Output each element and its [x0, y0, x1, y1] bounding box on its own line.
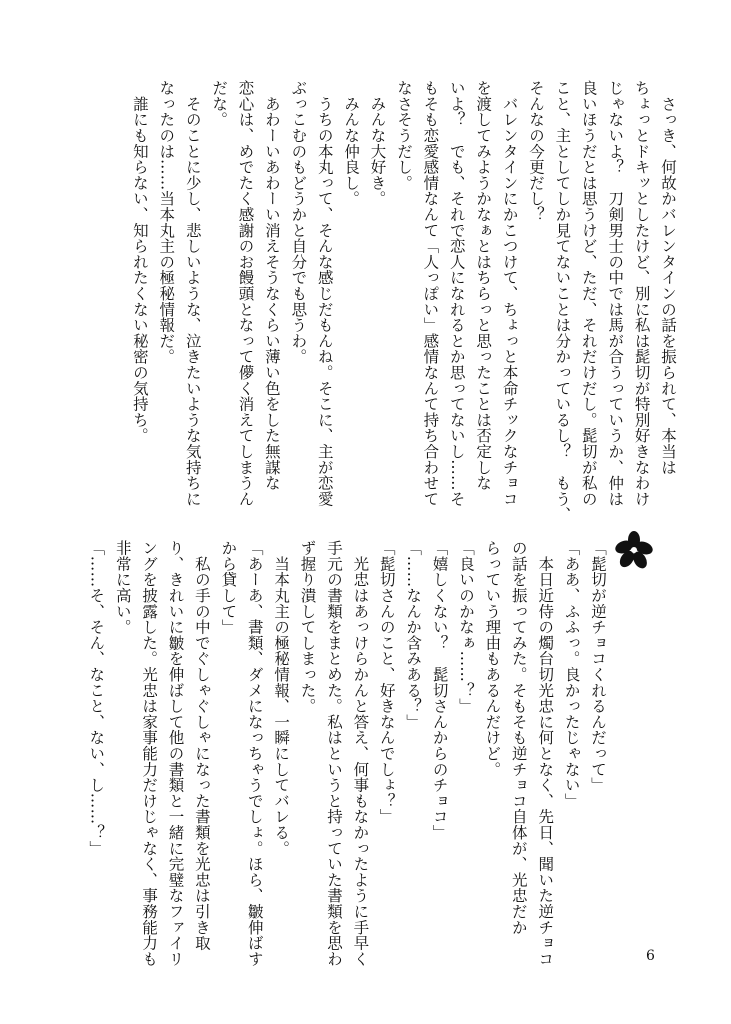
text-line: じゃないよ？ 刀剣男士の中では馬が合うっていうか、仲は — [606, 80, 625, 507]
text-line: 非常に高い。 — [113, 540, 132, 635]
text-line: 手元の書類をまとめた。私はというと持っていた書類を思わ — [324, 540, 343, 967]
text-line: ず握り潰してしまった。 — [298, 540, 317, 714]
text-line: そのことに少し、悲しいような、泣きたいような気持ちに — [183, 80, 202, 507]
text-line: 私の手の中でぐしゃぐしゃになった書類を光忠は引き取 — [192, 540, 211, 951]
text-section-top — [126, 80, 681, 523]
text-line: ちょっとドキッとしたけど、別に私は髭切が特別好きなわけ — [632, 80, 651, 507]
flower-icon — [614, 530, 654, 570]
text-line: 恋心は、めでたく感謝のお饅頭となって儚く消えてしまうん — [236, 80, 255, 507]
text-line: 光忠はあっけらかんと答え、何事もなかったように手早く — [351, 540, 370, 967]
page-number: 6 — [646, 948, 655, 964]
text-line: 「良いのかなぁ……？」 — [456, 540, 475, 714]
text-line: 「髭切が逆チョコくれるんだって」 — [589, 540, 607, 793]
text-line: 「……なんか含みある？」 — [404, 540, 423, 730]
text-line: みんな大好き。 — [368, 80, 387, 207]
text-line: もそも恋愛感情なんて「人っぽい」感情なんて持ち合わせて — [421, 80, 440, 507]
text-line: 誰にも知らない、知られたくない秘密の気持ち。 — [130, 80, 149, 444]
text-line: り、きれいに皺を伸ばして他の書類と一緒に完璧なファイリ — [166, 540, 185, 967]
text-line: ングを披露した。光忠は家事能力だけじゃなく、事務能力も — [140, 540, 159, 967]
text-line: だな。 — [210, 80, 229, 128]
text-line: から貸して」 — [219, 540, 238, 635]
text-line: 当本丸主の極秘情報、一瞬にしてバレる。 — [272, 540, 291, 856]
text-line: そんなの今更だし？ — [526, 80, 545, 223]
text-line: うちの本丸って、そんな感じだもんね。そこに、主が恋愛 — [315, 80, 334, 507]
text-line: 「嬉しくない？ 髭切さんからのチョコ」 — [430, 540, 449, 841]
text-line: いよ？ でも、それで恋人になれるとか思ってないし……そ — [447, 80, 466, 507]
text-line: バレンタインにかこつけて、ちょっと本命チックなチョコ — [500, 80, 519, 507]
text-line: 「髭切さんのこと、好きなんでしょ？」 — [377, 540, 396, 825]
text-line: 「……そ、そん、なこと、ない、し……？」 — [87, 540, 106, 856]
text-line: 良いほうだとは思うけど、ただ、それだけだし。髭切が私の — [579, 80, 598, 507]
text-line: さっき、何故かバレンタインの話を振られて、本当は — [659, 80, 677, 475]
text-line: の話を振ってみた。そもそも逆チョコ自体が、光忠だか — [509, 540, 528, 935]
text-line: ぶっこむのもどうかと自分でも思うわ。 — [289, 80, 308, 365]
text-line: 本日近侍の燭台切光忠に何となく、先日、聞いた逆チョコ — [536, 540, 555, 967]
text-line: なさそうだし。 — [394, 80, 413, 191]
text-line: 「ああ、ふふっ。良かったじゃない」 — [562, 540, 581, 809]
text-line: らっていう理由もあるんだけど。 — [483, 540, 502, 777]
text-line: みんな仲良し。 — [342, 80, 361, 207]
text-line: なったのは……当本丸主の極秘情報だ。 — [157, 80, 176, 365]
text-line: こと、主としてしか見てないことは分かっているし？ もう、 — [553, 80, 572, 523]
text-line: あわーいあわーい消えそうなくらい薄い色をした無謀な — [262, 80, 281, 491]
text-section-bottom — [83, 540, 611, 990]
text-line: 「あーあ、書類、ダメになっちゃうでしょ。ほら、皺伸ばす — [245, 540, 264, 967]
text-line: を渡してみようかなぁとはちらっと思ったことは否定しな — [474, 80, 493, 491]
